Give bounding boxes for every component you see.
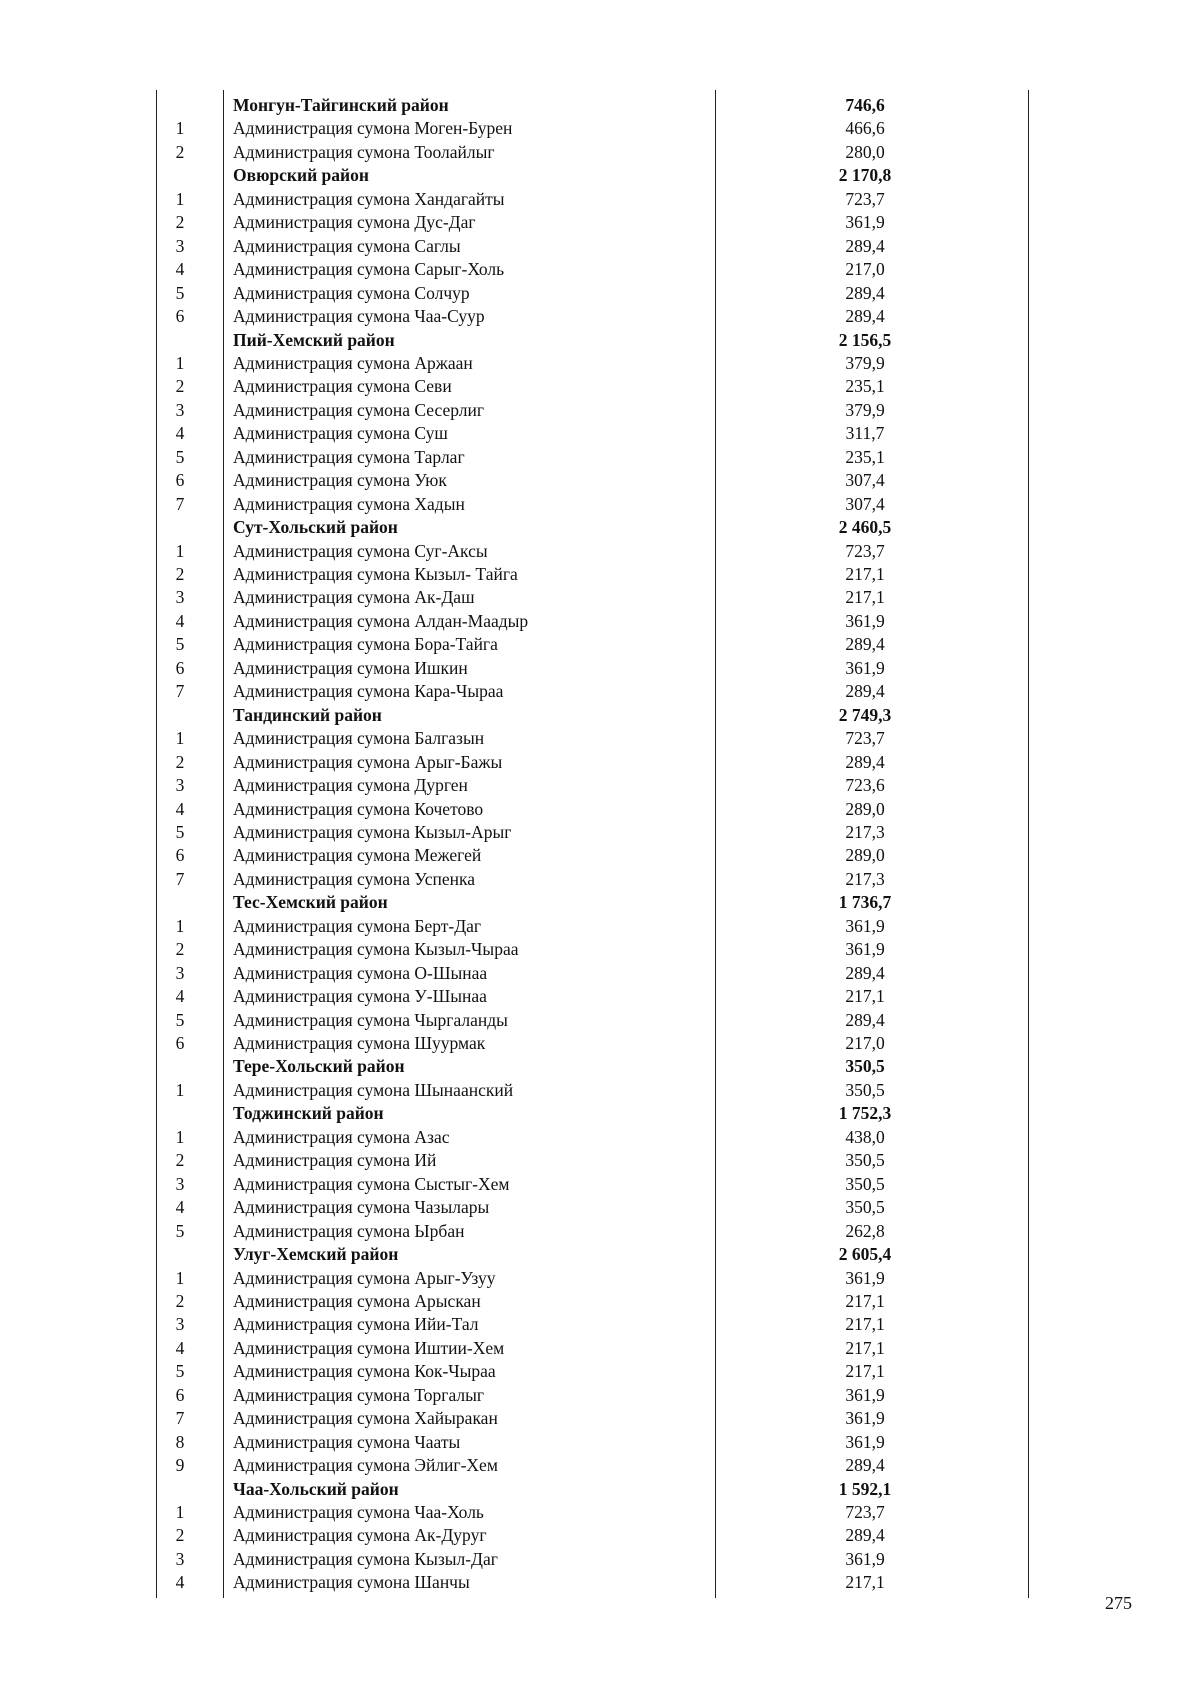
row-number: 1	[175, 118, 185, 139]
table-row	[0, 1079, 1200, 1102]
amount-value: 289,4	[845, 634, 885, 655]
amount-value: 289,0	[845, 845, 885, 866]
table-row	[0, 117, 1200, 140]
administration-name: Администрация сумона Чааты	[233, 1431, 461, 1452]
row-number: 9	[175, 1455, 185, 1476]
administration-name: Администрация сумона Бора-Тайга	[233, 634, 498, 655]
amount-value: 289,4	[845, 1455, 885, 1476]
row-number: 3	[175, 587, 185, 608]
administration-name: Администрация сумона Иштии-Хем	[233, 1337, 505, 1358]
row-number: 1	[175, 728, 185, 749]
row-number: 1	[175, 1079, 185, 1100]
row-number: 7	[175, 681, 185, 702]
row-number: 5	[175, 821, 185, 842]
district-row	[0, 1478, 1200, 1501]
amount-value: 723,7	[845, 1502, 885, 1522]
row-number: 5	[175, 446, 185, 467]
row-number: 2	[175, 1525, 185, 1546]
amount-value: 235,1	[845, 446, 885, 467]
amount-value: 350,5	[845, 1150, 885, 1171]
table-row	[0, 1009, 1200, 1032]
administration-name: Администрация сумона Торгалыг	[233, 1384, 485, 1405]
table-row	[0, 868, 1200, 891]
row-number: 4	[175, 1337, 185, 1358]
table-row	[0, 1360, 1200, 1383]
table-row	[0, 1454, 1200, 1477]
administration-name: Администрация сумона Сыстыг-Хем	[233, 1173, 510, 1194]
amount-value: 217,1	[845, 1314, 885, 1335]
table-row	[0, 305, 1200, 328]
amount-value: 289,4	[845, 1525, 885, 1546]
administration-name: Администрация сумона Севи	[233, 376, 452, 397]
administration-name: Администрация сумона Берт-Даг	[233, 915, 482, 936]
administration-name: Администрация сумона Ишкин	[233, 657, 468, 678]
table-row	[0, 1337, 1200, 1360]
table-row	[0, 586, 1200, 609]
administration-name: Администрация сумона У-Шынаа	[233, 986, 487, 1007]
row-number: 2	[175, 751, 185, 772]
amount-value: 217,1	[845, 587, 885, 608]
amount-value: 311,7	[845, 423, 885, 444]
table-row	[0, 493, 1200, 516]
row-number: 6	[175, 306, 185, 327]
table-row	[0, 446, 1200, 469]
table-row	[0, 1313, 1200, 1336]
district-total: 2 170,8	[838, 165, 892, 186]
row-number: 5	[175, 1009, 185, 1030]
table-row	[0, 258, 1200, 281]
table-row	[0, 540, 1200, 563]
table-row	[0, 985, 1200, 1008]
table-row	[0, 563, 1200, 586]
administration-name: Администрация сумона Чаа-Суур	[233, 306, 485, 327]
table-row	[0, 1149, 1200, 1172]
table-row	[0, 1548, 1200, 1571]
district-name: Чаа-Хольский район	[233, 1478, 399, 1499]
administration-name: Администрация сумона Кок-Чыраа	[233, 1361, 496, 1382]
district-name: Пий-Хемский район	[233, 329, 395, 350]
administration-name: Администрация сумона Алдан-Маадыр	[233, 610, 529, 631]
district-row	[0, 1102, 1200, 1125]
district-total: 2 156,5	[838, 329, 892, 350]
row-number: 1	[175, 1126, 185, 1147]
amount-value: 361,9	[845, 1431, 885, 1452]
table-row	[0, 1196, 1200, 1219]
administration-name: Администрация сумона Ырбан	[233, 1220, 465, 1241]
row-number: 6	[175, 1033, 185, 1053]
administration-name: Администрация сумона Ий	[233, 1150, 437, 1171]
amount-value: 350,5	[845, 1173, 885, 1194]
amount-value: 217,3	[845, 821, 885, 842]
district-name: Монгун-Тайгинский район	[233, 95, 449, 115]
administration-name: Администрация сумона Чазылары	[233, 1197, 490, 1218]
row-number: 6	[175, 470, 185, 491]
table-row	[0, 821, 1200, 844]
row-number: 5	[175, 1220, 185, 1241]
row-number: 1	[175, 352, 185, 373]
district-row	[0, 516, 1200, 539]
table-row	[0, 1431, 1200, 1454]
administration-name: Администрация сумона Сарыг-Холь	[233, 259, 505, 280]
administration-name: Администрация сумона Ак-Даш	[233, 587, 475, 608]
row-number: 4	[175, 798, 185, 819]
district-name: Тоджинский район	[233, 1103, 384, 1124]
table-row	[0, 1384, 1200, 1407]
table-row	[0, 211, 1200, 234]
table-row	[0, 1501, 1200, 1524]
amount-value: 361,9	[845, 1408, 885, 1429]
amount-value: 280,0	[845, 141, 885, 162]
amount-value: 289,0	[845, 798, 885, 819]
row-number: 7	[175, 868, 185, 889]
row-number: 6	[175, 657, 185, 678]
amount-value: 235,1	[845, 376, 885, 397]
table-row	[0, 610, 1200, 633]
district-row	[0, 704, 1200, 727]
administration-name: Администрация сумона Чыргаланды	[233, 1009, 508, 1030]
district-total: 746,6	[845, 95, 885, 115]
administration-name: Администрация сумона Моген-Бурен	[233, 118, 513, 139]
amount-value: 379,9	[845, 399, 885, 420]
amount-value: 361,9	[845, 915, 885, 936]
table-row	[0, 751, 1200, 774]
administration-name: Администрация сумона Хайыракан	[233, 1408, 498, 1429]
row-number: 3	[175, 399, 185, 420]
table-row	[0, 235, 1200, 258]
district-total: 2 605,4	[838, 1244, 892, 1265]
district-row	[0, 891, 1200, 914]
row-number: 5	[175, 634, 185, 655]
page-number: 275	[1105, 1593, 1132, 1613]
row-number: 3	[175, 1314, 185, 1335]
table-row	[0, 469, 1200, 492]
administration-name: Администрация сумона Уюк	[233, 470, 447, 491]
table-row	[0, 1220, 1200, 1243]
row-number: 1	[175, 1502, 185, 1522]
amount-value: 723,7	[845, 728, 885, 749]
row-number: 7	[175, 1408, 185, 1429]
administration-name: Администрация сумона Балгазын	[233, 728, 485, 749]
district-name: Сут-Хольский район	[233, 517, 398, 538]
administration-name: Администрация сумона Солчур	[233, 282, 470, 303]
amount-value: 438,0	[845, 1126, 885, 1147]
amount-value: 217,3	[845, 868, 885, 889]
amount-value: 262,8	[845, 1220, 885, 1241]
row-number: 3	[175, 1173, 185, 1194]
row-number: 4	[175, 610, 185, 631]
row-number: 2	[175, 376, 185, 397]
row-number: 3	[175, 962, 185, 983]
amount-value: 217,1	[845, 1290, 885, 1311]
table-row	[0, 352, 1200, 375]
district-total: 350,5	[845, 1056, 885, 1077]
row-number: 7	[175, 493, 185, 514]
table-row	[0, 282, 1200, 305]
amount-value: 217,1	[845, 1337, 885, 1358]
amount-value: 289,4	[845, 235, 885, 256]
row-number: 1	[175, 540, 185, 561]
table-row	[0, 1407, 1200, 1430]
table-row	[0, 844, 1200, 867]
row-number: 5	[175, 1361, 185, 1382]
amount-value: 217,0	[845, 1033, 885, 1053]
administration-name: Администрация сумона Шынаанский	[233, 1079, 514, 1100]
administration-name: Администрация сумона Аржаан	[233, 352, 473, 373]
table-row	[0, 399, 1200, 422]
administration-name: Администрация сумона Межегей	[233, 845, 482, 866]
row-number: 8	[175, 1431, 185, 1452]
administration-name: Администрация сумона Суг-Аксы	[233, 540, 488, 561]
table-row	[0, 915, 1200, 938]
row-number: 5	[175, 282, 185, 303]
amount-value: 289,4	[845, 962, 885, 983]
table-row	[0, 633, 1200, 656]
district-row	[0, 94, 1200, 117]
table-row	[0, 774, 1200, 797]
row-number: 2	[175, 939, 185, 960]
row-number: 4	[175, 986, 185, 1007]
row-number: 1	[175, 188, 185, 209]
amount-value: 217,1	[845, 1572, 885, 1593]
administration-name: Администрация сумона Суш	[233, 423, 448, 444]
amount-value: 289,4	[845, 306, 885, 327]
table-row	[0, 1032, 1200, 1055]
amount-value: 361,9	[845, 1548, 885, 1569]
amount-value: 289,4	[845, 681, 885, 702]
amount-value: 361,9	[845, 610, 885, 631]
amount-value: 217,0	[845, 259, 885, 280]
district-name: Тере-Хольский район	[233, 1056, 405, 1077]
table-row	[0, 422, 1200, 445]
administration-name: Администрация сумона Тарлаг	[233, 446, 465, 467]
administration-name: Администрация сумона Арыг-Бажы	[233, 751, 503, 772]
administration-name: Администрация сумона Арыскан	[233, 1290, 481, 1311]
administration-name: Администрация сумона Кара-Чыраа	[233, 681, 504, 702]
row-number: 4	[175, 423, 185, 444]
amount-value: 466,6	[845, 118, 885, 139]
row-number: 3	[175, 1548, 185, 1569]
administration-name: Администрация сумона Тоолайлыг	[233, 141, 495, 162]
district-name: Улуг-Хемский район	[233, 1244, 399, 1265]
amount-value: 289,4	[845, 751, 885, 772]
row-number: 4	[175, 1572, 185, 1593]
amount-value: 723,6	[845, 775, 885, 796]
row-number: 2	[175, 1290, 185, 1311]
amount-value: 217,1	[845, 1361, 885, 1382]
row-number: 1	[175, 1267, 185, 1288]
district-total: 2 749,3	[838, 704, 892, 725]
amount-value: 723,7	[845, 188, 885, 209]
administration-name: Администрация сумона Дурген	[233, 775, 468, 796]
table-row	[0, 1267, 1200, 1290]
amount-value: 361,9	[845, 657, 885, 678]
administration-name: Администрация сумона Кызыл-Арыг	[233, 821, 512, 842]
table-row	[0, 727, 1200, 750]
table-row	[0, 188, 1200, 211]
row-number: 3	[175, 775, 185, 796]
administration-name: Администрация сумона Шуурмак	[233, 1033, 486, 1053]
administration-name: Администрация сумона Хадын	[233, 493, 465, 514]
row-number: 2	[175, 141, 185, 162]
district-row	[0, 329, 1200, 352]
table-row	[0, 938, 1200, 961]
table-row	[0, 1571, 1200, 1594]
row-number: 6	[175, 1384, 185, 1405]
amount-value: 350,5	[845, 1197, 885, 1218]
district-row	[0, 164, 1200, 187]
row-number: 4	[175, 259, 185, 280]
table-row	[0, 1524, 1200, 1547]
row-number: 3	[175, 235, 185, 256]
district-total: 1 752,3	[838, 1103, 892, 1124]
district-total: 2 460,5	[838, 517, 892, 538]
amount-value: 217,1	[845, 564, 885, 584]
administration-name: Администрация сумона Ак-Дуруг	[233, 1525, 487, 1546]
table-row	[0, 798, 1200, 821]
district-row	[0, 1055, 1200, 1078]
amount-value: 361,9	[845, 1267, 885, 1288]
administration-name: Администрация сумона Эйлиг-Хем	[233, 1455, 498, 1476]
administration-name: Администрация сумона Шанчы	[233, 1572, 470, 1593]
administration-name: Администрация сумона О-Шынаа	[233, 962, 488, 983]
amount-value: 307,4	[845, 470, 885, 491]
table-row	[0, 680, 1200, 703]
administration-name: Администрация сумона Кызыл- Тайга	[233, 564, 518, 584]
administration-name: Администрация сумона Арыг-Узуу	[233, 1267, 496, 1288]
table-row	[0, 141, 1200, 164]
administration-name: Администрация сумона Успенка	[233, 868, 475, 889]
administration-name: Администрация сумона Кызыл-Даг	[233, 1548, 498, 1569]
table-row	[0, 375, 1200, 398]
amount-value: 723,7	[845, 540, 885, 561]
table-row	[0, 962, 1200, 985]
amount-value: 307,4	[845, 493, 885, 514]
table-row	[0, 1126, 1200, 1149]
amount-value: 289,4	[845, 282, 885, 303]
district-total: 1 736,7	[838, 892, 892, 913]
administration-name: Администрация сумона Кочетово	[233, 798, 484, 819]
administration-name: Администрация сумона Сесерлиг	[233, 399, 485, 420]
amount-value: 217,1	[845, 986, 885, 1007]
amount-value: 361,9	[845, 1384, 885, 1405]
row-number: 4	[175, 1197, 185, 1218]
district-name: Тандинский район	[233, 704, 382, 725]
administration-name: Администрация сумона Хандагайты	[233, 188, 505, 209]
amount-value: 379,9	[845, 352, 885, 373]
row-number: 6	[175, 845, 185, 866]
administration-name: Администрация сумона Кызыл-Чыраа	[233, 939, 519, 960]
row-number: 2	[175, 564, 185, 584]
row-number: 1	[175, 915, 185, 936]
administration-name: Администрация сумона Ийи-Тал	[233, 1314, 479, 1335]
amount-value: 350,5	[845, 1079, 885, 1100]
row-number: 2	[175, 212, 185, 233]
amount-value: 361,9	[845, 212, 885, 233]
district-name: Тес-Хемский район	[233, 892, 388, 913]
amount-value: 361,9	[845, 939, 885, 960]
district-row	[0, 1243, 1200, 1266]
district-total: 1 592,1	[838, 1478, 892, 1499]
administration-name: Администрация сумона Азас	[233, 1126, 450, 1147]
administration-name: Администрация сумона Дус-Даг	[233, 212, 476, 233]
table-row	[0, 1290, 1200, 1313]
district-name: Овюрский район	[233, 165, 369, 186]
table-row	[0, 657, 1200, 680]
administration-name: Администрация сумона Саглы	[233, 235, 461, 256]
amount-value: 289,4	[845, 1009, 885, 1030]
administration-name: Администрация сумона Чаа-Холь	[233, 1502, 484, 1522]
table-row	[0, 1173, 1200, 1196]
row-number: 2	[175, 1150, 185, 1171]
